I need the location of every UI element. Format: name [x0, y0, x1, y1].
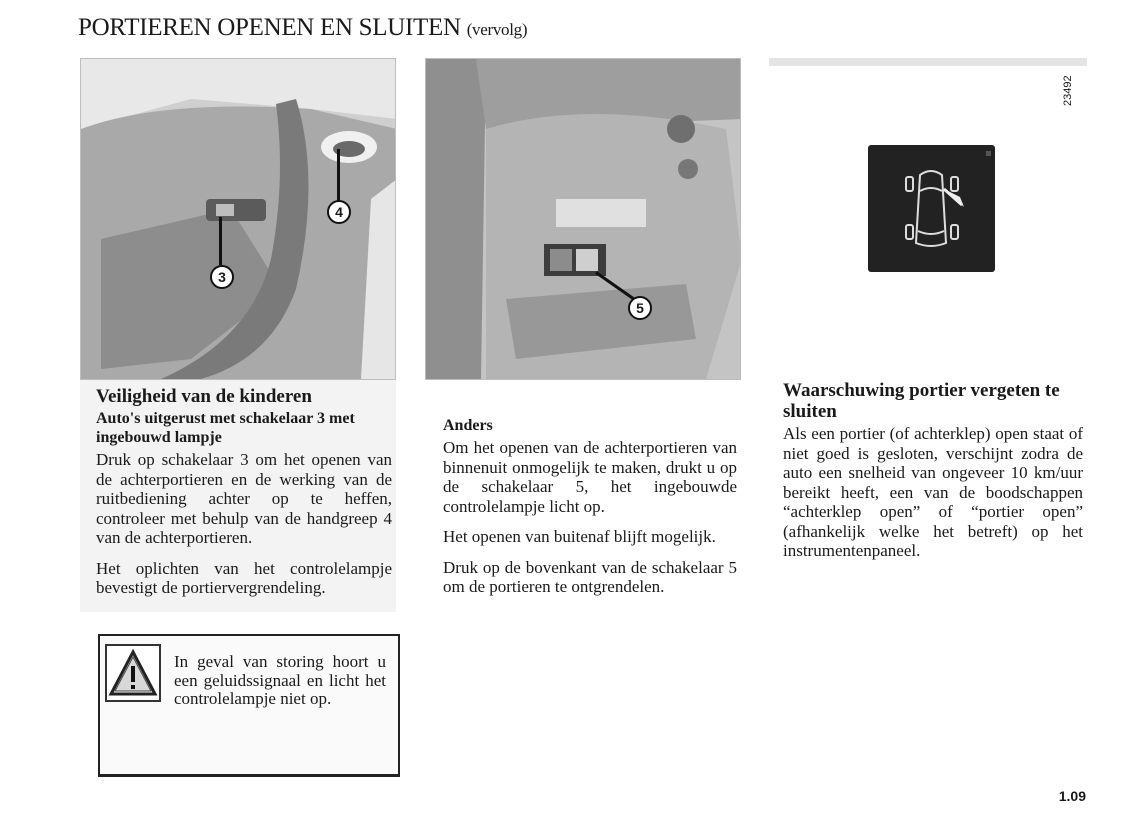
- callout-5: 5: [628, 296, 652, 320]
- callout-3: 3: [210, 265, 234, 289]
- callout-4: 4: [327, 200, 351, 224]
- leader-line-3: [219, 217, 222, 265]
- child-safety-subheading: Auto's uitgerust met schakelaar 3 met ingebouwd lampje: [96, 410, 355, 446]
- dashboard-switch-photo: [425, 58, 741, 380]
- other-heading: Anders: [443, 417, 493, 434]
- child-safety-heading: Veiligheid van de kinderen: [96, 386, 312, 407]
- child-safety-para-1: Druk op schakelaar 3 om het openen van de achterportieren en de werking van de ruitbediening achter op te heffen, controleer met behulp van de handgreep 4 van de achterportieren.: [96, 450, 392, 547]
- door-panel-illustration: [81, 59, 396, 379]
- other-section: [425, 380, 741, 597]
- column-door-warning: [769, 380, 1087, 572]
- other-para-3: Druk op de bovenkant van de schakelaar 5 om de portieren te ontgrendelen.: [443, 557, 737, 596]
- child-safety-para-2: Het oplichten van het controlelampje bevestigt de portiervergrendeling.: [96, 558, 392, 597]
- page-number: 1.09: [1058, 788, 1086, 804]
- title-subtitle: (vervolg): [466, 20, 528, 39]
- warning-box: [98, 634, 400, 777]
- door-warning-heading: Waarschuwing portier vergeten te sluiten: [783, 380, 1060, 422]
- title-main: PORTIEREN OPENEN EN SLUITEN: [78, 14, 461, 41]
- column-3-top-strip: [769, 58, 1087, 66]
- door-open-car-icon: [868, 145, 995, 272]
- other-para-2: Het openen van buitenaf blijft mogelijk.: [443, 527, 716, 546]
- child-safety-section: [80, 380, 396, 612]
- warning-text: In geval van storing hoort u een geluidssignaal en licht het controlelampje niet op.: [174, 652, 386, 708]
- door-panel-photo: [80, 58, 396, 380]
- warning-triangle-icon: [105, 644, 161, 702]
- page-title: [78, 14, 527, 42]
- dashboard-switch-illustration: [426, 59, 741, 379]
- leader-line-4: [337, 149, 340, 201]
- image-reference-number: 23492: [1062, 75, 1074, 106]
- door-warning-section: [769, 380, 1087, 561]
- column-child-safety: [80, 58, 396, 612]
- column-other: [425, 58, 741, 608]
- other-para-1: Om het openen van de achterportieren van binnenuit onmogelijk te maken, drukt u op de schakelaar 5, het ingebouwde controlelampje licht op.: [443, 438, 737, 516]
- door-warning-para-1: Als een portier (of achterklep) open staat of niet goed is gesloten, verschijnt zodra de auto een snelheid van ongeveer 10 km/uur bereikt heeft, een van de boodschappen “achterklep open” of “portier open” (afhankelijk welke het betreft) op het instrumentenpaneel.: [783, 424, 1083, 560]
